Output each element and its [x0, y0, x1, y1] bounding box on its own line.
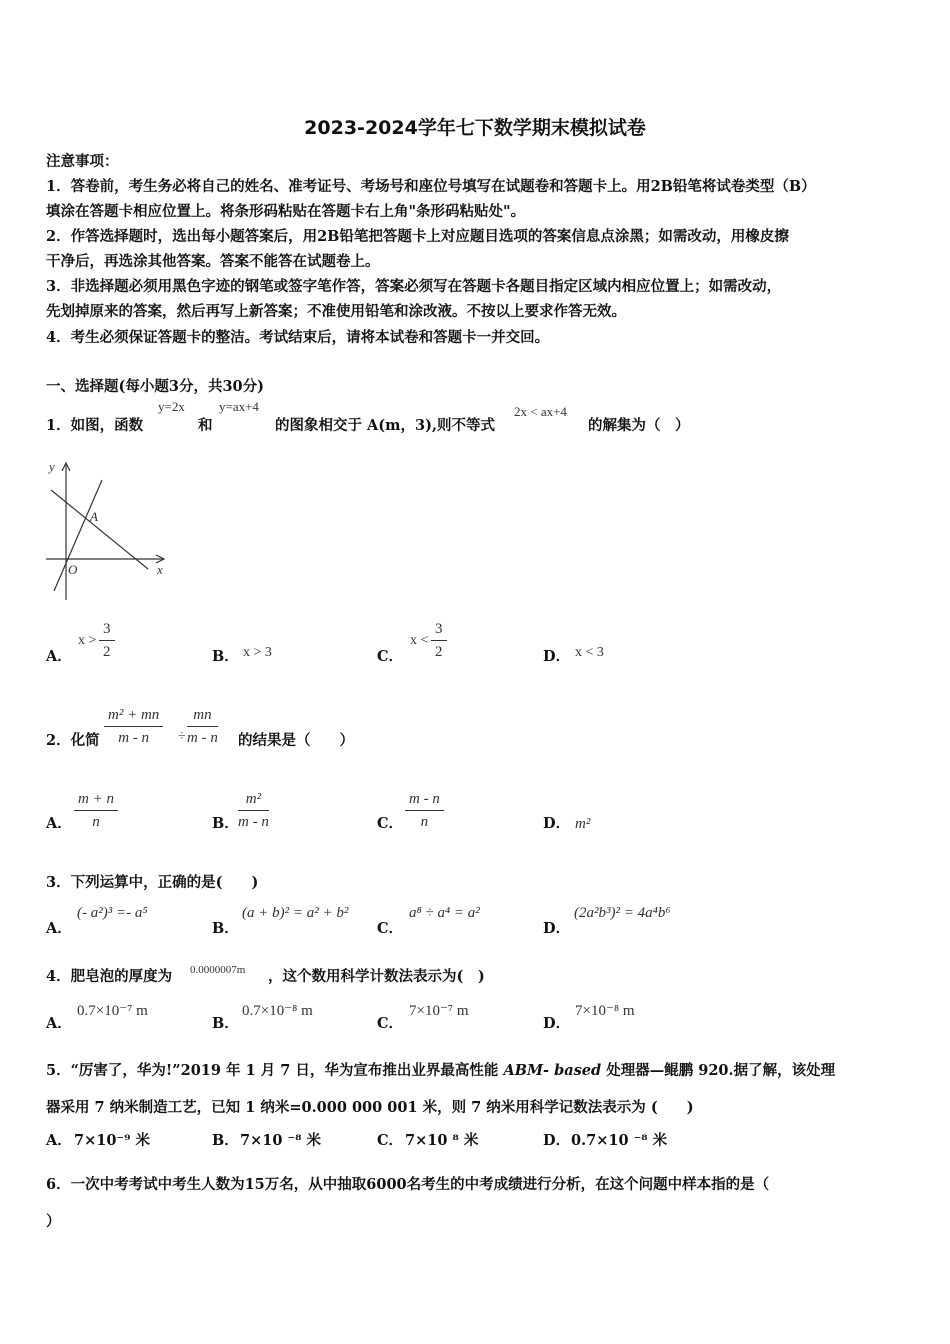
q2-option-label-b[interactable]: B．: [212, 815, 239, 832]
notice-line: 先划掉原来的答案，然后再写上新答案；不准使用铅笔和涂改液。不按以上要求作答无效。: [46, 303, 626, 320]
frac-num: m² + mn: [104, 706, 163, 727]
q6-line-1: 6．一次中考考试中考生人数为15万名，从中抽取6000名考生的中考成绩进行分析，在这个问题中样本指的是（: [46, 1176, 770, 1193]
q5-option-d-text: 0.7×10 ⁻⁸ 米: [571, 1132, 668, 1149]
q1-option-b-text: x > 3: [243, 645, 272, 660]
q2-option-label-d[interactable]: D．: [543, 815, 571, 832]
q5-option-label-a[interactable]: A．: [46, 1132, 72, 1149]
q5-option-label-c[interactable]: C．: [377, 1132, 404, 1149]
frac-num: m - n: [405, 790, 444, 811]
q5-option-c-text: 7×10 ⁸ 米: [405, 1132, 479, 1149]
q5-text-2: 处理器—鲲鹏 920.据了解，该处理: [601, 1062, 836, 1079]
line-y-2x: [54, 480, 102, 591]
frac-num: m + n: [74, 790, 118, 811]
q1-formula-1: y=2x: [158, 399, 185, 414]
q3-option-label-d[interactable]: D．: [543, 920, 571, 937]
frac-den: m - n: [187, 730, 218, 746]
q3-stem: 3．下列运算中，正确的是( ): [46, 874, 259, 891]
q3-option-c-text: a⁸ ÷ a⁴ = a²: [409, 905, 480, 921]
q1-option-d-text: x < 3: [575, 645, 604, 660]
q1-option-c-fraction: [431, 620, 447, 661]
q4-text-2: ，这个数用科学计数法表示为( ): [268, 968, 485, 985]
q5-italic: ABM- based: [503, 1062, 602, 1079]
graph-label-x: x: [157, 562, 163, 577]
q1-text-3: 的图象相交于 A(m，3),则不等式: [275, 417, 495, 434]
q2-divide: ÷: [178, 729, 186, 744]
q1-option-label-c[interactable]: C．: [377, 648, 404, 665]
q5-option-b-text: 7×10 ⁻⁸ 米: [240, 1132, 322, 1149]
q3-option-d-text: (2a²b³)² = 4a⁴b⁶: [574, 905, 671, 921]
q5-option-label-d[interactable]: D．: [543, 1132, 571, 1149]
q1-formula-2: y=ax+4: [219, 399, 259, 414]
q1-graph: [40, 455, 175, 605]
q5-text-1: 5．“厉害了，华为!”2019 年 1 月 7 日，华为宣布推出业界最高性能: [46, 1062, 504, 1079]
notice-line: 4．考生必须保证答题卡的整洁。考试结束后，请将本试卷和答题卡一并交回。: [46, 329, 550, 346]
q2-option-b-fraction: [238, 790, 269, 831]
q6-line-2: ）: [46, 1213, 61, 1230]
q1-formula-3: 2x < ax+4: [514, 404, 567, 419]
notice-heading: 注意事项：: [46, 153, 119, 170]
q4-option-d-text: 7×10⁻⁸ m: [575, 1003, 635, 1019]
q5-line-2: 器采用 7 纳米制造工艺，已知 1 纳米=0.000 000 001 米，则 7 纳米用科学记数法表示为 ( ): [46, 1099, 694, 1116]
q1-option-c-ineq: x <: [410, 633, 429, 648]
graph-label-y: y: [49, 459, 55, 474]
frac-den: 2: [435, 644, 443, 660]
q4-option-label-d[interactable]: D．: [543, 1015, 571, 1032]
q3-option-b-text: (a + b)² = a² + b²: [242, 905, 349, 921]
frac-num: m²: [238, 790, 269, 811]
q4-option-c-text: 7×10⁻⁷ m: [409, 1003, 469, 1019]
q2-fraction-2: [187, 706, 218, 747]
q2-option-label-c[interactable]: C．: [377, 815, 404, 832]
q4-option-a-text: 0.7×10⁻⁷ m: [77, 1003, 148, 1019]
q1-text-2: 和: [198, 417, 213, 434]
q1-option-label-b[interactable]: B．: [212, 648, 239, 665]
q3-option-a-text: (- a²)³ =- a⁵: [77, 905, 148, 921]
graph-label-origin: O: [68, 562, 78, 577]
notice-line: 2．作答选择题时，选出每小题答案后，用2B铅笔把答题卡上对应题目选项的答案信息点涂黑；如需改动，用橡皮擦: [46, 228, 789, 245]
frac-den: n: [92, 814, 100, 830]
frac-den: n: [420, 814, 429, 830]
frac-num: 3: [99, 620, 115, 641]
q4-option-label-b[interactable]: B．: [212, 1015, 239, 1032]
q3-option-label-b[interactable]: B．: [212, 920, 239, 937]
q1-text-1: 1．如图，函数: [46, 417, 144, 434]
graph-label-a: A: [90, 509, 98, 524]
q2-fraction-1: [104, 706, 163, 747]
frac-den: 2: [103, 644, 111, 660]
q2-text-2: 的结果是（ ）: [238, 732, 354, 749]
frac-den: m - n: [238, 814, 269, 830]
q2-option-d-text: m²: [575, 816, 591, 832]
q1-option-label-a[interactable]: A．: [46, 648, 72, 665]
q2-option-c-fraction: [405, 790, 444, 831]
q2-option-label-a[interactable]: A．: [46, 815, 72, 832]
q4-value: 0.0000007m: [190, 964, 246, 976]
q3-option-label-c[interactable]: C．: [377, 920, 404, 937]
q1-text-4: 的解集为（ ）: [588, 417, 690, 434]
frac-num: mn: [187, 706, 218, 727]
q4-option-label-c[interactable]: C．: [377, 1015, 404, 1032]
page-title: 2023-2024学年七下数学期末模拟试卷: [304, 117, 646, 139]
q1-option-label-d[interactable]: D．: [543, 648, 571, 665]
q4-option-label-a[interactable]: A．: [46, 1015, 72, 1032]
frac-num: 3: [431, 620, 447, 641]
notice-line: 填涂在答题卡相应位置上。将条形码粘贴在答题卡右上角"条形码粘贴处"。: [46, 203, 526, 220]
section-heading: 一、选择题(每小题3分，共30分): [46, 378, 264, 395]
frac-den: m - n: [118, 730, 150, 746]
q5-option-a-text: 7×10⁻⁹ 米: [74, 1132, 150, 1149]
q4-text-1: 4．肥皂泡的厚度为: [46, 968, 173, 985]
notice-line: 3．非选择题必须用黑色字迹的钢笔或签字笔作答，答案必须写在答题卡各题目指定区域内相应位置上；如需改动，: [46, 278, 782, 295]
notice-line: 1．答卷前，考生务必将自己的姓名、准考证号、考场号和座位号填写在试题卷和答题卡上。用2B铅笔将试卷类型（B）: [46, 178, 816, 195]
q5-line-1: [46, 1059, 835, 1080]
q3-option-label-a[interactable]: A．: [46, 920, 72, 937]
q4-option-b-text: 0.7×10⁻⁸ m: [242, 1003, 313, 1019]
q2-option-a-fraction: [74, 790, 118, 831]
notice-line: 干净后，再选涂其他答案。答案不能答在试题卷上。: [46, 253, 380, 270]
q1-option-a-ineq: x >: [78, 633, 97, 648]
q5-option-label-b[interactable]: B．: [212, 1132, 239, 1149]
q1-option-a-fraction: [99, 620, 115, 661]
q2-text-1: 2．化简: [46, 732, 100, 749]
